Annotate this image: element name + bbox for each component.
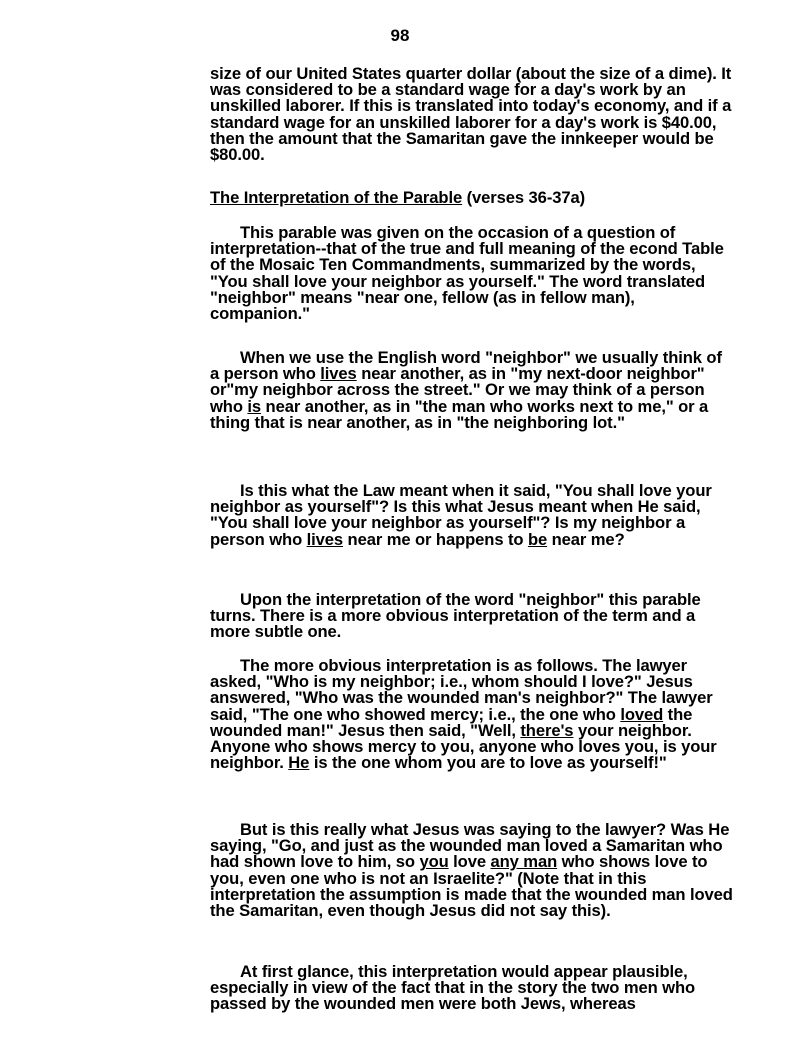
paragraph-6: [210, 822, 735, 919]
paragraph-3: [210, 483, 735, 548]
paragraph-5-part-d: is the one whom you are to love as yourself!": [309, 753, 667, 773]
paragraph-5-underline-he: He: [288, 753, 310, 773]
paragraph-2-underline-lives: lives: [320, 364, 357, 384]
paragraph-6-part-c: who shows love to you, even one who is not an Israelite?" (Note that in this interpretation the assumption is made that the wounded man loved the Samaritan, even though Jesus did not say this).: [210, 852, 733, 921]
paragraph-3-underline-be: be: [527, 529, 548, 549]
paragraph-3-part-c: near me?: [547, 529, 625, 549]
paragraph-2-part-c: near another, as in "the man who works next to me," or a thing that is near another, as in "the neighboring lot.": [210, 396, 709, 432]
paragraph-2-underline-is: is: [247, 396, 262, 416]
paragraph-1: [210, 225, 735, 322]
paragraph-intro: [210, 66, 735, 163]
paragraph-5-part-c: your neighbor. Anyone who shows mercy to you, anyone who loves you, is your neighbor.: [210, 720, 717, 773]
paragraph-2-part-b: near another, as in "my next-door neighbor" or"my neighbor across the street." Or we may think of a person who: [210, 364, 705, 416]
paragraph-6-part-b: love: [448, 852, 491, 872]
paragraph-3-part-a: Is this what the Law meant when it said, "You shall love your neighbor as yourself"? Is this what Jesus meant when He said, "You shall love your neighbor as yourself"? Is my neighbor a person who: [210, 481, 712, 549]
paragraph-6-part-a: But is this really what Jesus was saying to the lawyer? Was He saying, "Go, and just as the wounded man loved a Samaritan who had shown love to him, so: [210, 820, 730, 872]
section-heading-verses: (verses 36-37a): [462, 188, 586, 207]
paragraph-5-part-b: the wounded man!" Jesus then said, "Well,: [210, 704, 693, 740]
paragraph-4-text: Upon the interpretation of the word "neighbor" this parable turns. There is a more obvious interpretation of the term and a more subtle one.: [210, 590, 701, 642]
paragraph-6-underline-any-man: any man: [490, 852, 558, 872]
paragraph-7-text: At first glance, this interpretation would appear plausible, especially in view of the fact that in the story the two men who passed by the wounded men were both Jews, whereas: [210, 962, 696, 1014]
section-heading: [210, 190, 735, 206]
paragraph-7: [210, 964, 735, 1013]
paragraph-5-underline-loved: loved: [620, 704, 664, 724]
paragraph-2: [210, 350, 735, 431]
paragraph-intro-text: size of our United States quarter dollar (about the size of a dime). It was considered to be a standard wage for a day's work by an unskilled laborer. If this is translated into today's economy, and if a standard wage for an unskilled laborer for a day's work is $40.00, then the amount that the Samaritan gave the innkeeper would be $80.00.: [210, 64, 732, 165]
page-number: 98: [390, 26, 410, 45]
paragraph-3-underline-lives: lives: [306, 529, 344, 549]
paragraph-5: [210, 658, 735, 771]
paragraph-1-text: This parable was given on the occasion of a question of interpretation--that of the true and full meaning of the econd Table of the Mosaic Ten Commandments, summarized by the words, "You shall love your neighbor as yourself." The word translated "neighbor" means "near one, fellow (as in fellow man), companion.": [210, 223, 724, 324]
section-heading-title: The Interpretation of the Parable: [210, 188, 463, 207]
paragraph-5-underline-theres: there's: [520, 720, 574, 740]
paragraph-5-part-a: The more obvious interpretation is as follows. The lawyer asked, "Who is my neighbor; i.e., whom should I love?" Jesus answered, "Who was the wounded man's neighbor?" The lawyer said, "The one who showed mercy; i.e., the one who: [210, 656, 713, 724]
paragraph-2-part-a: When we use the English word "neighbor" we usually think of a person who: [210, 348, 722, 384]
paragraph-6-underline-you: you: [419, 852, 449, 872]
paragraph-3-part-b: near me or happens to: [343, 529, 528, 549]
paragraph-4: [210, 592, 735, 641]
